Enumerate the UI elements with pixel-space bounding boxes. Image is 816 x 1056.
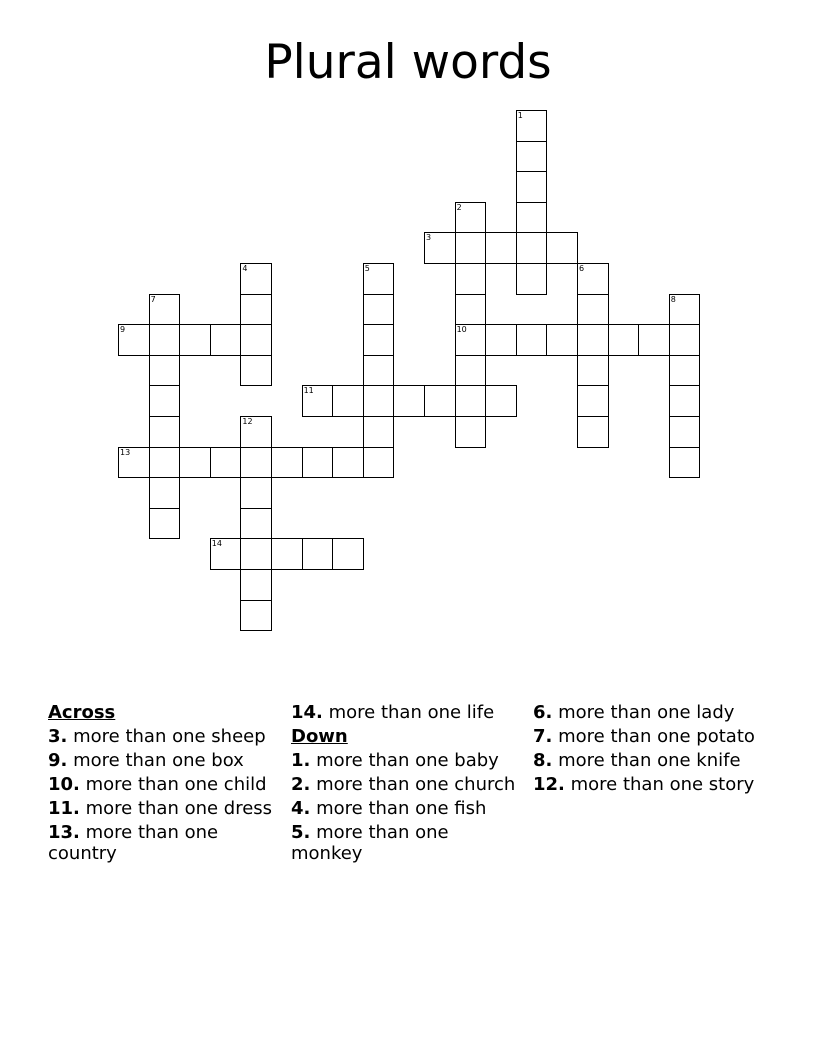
grid-cell[interactable] [210,538,242,570]
grid-cell[interactable] [240,569,272,601]
clue-number: 12 [242,417,253,426]
grid-cell[interactable] [516,232,548,264]
grid-cell[interactable] [516,110,548,142]
grid-cell[interactable] [240,416,272,448]
grid-cell[interactable] [240,508,272,540]
clue-across-10: 10. more than one child [48,774,267,795]
grid-cell[interactable] [669,416,701,448]
clue-across-13: 13. more than one country [48,822,219,864]
grid-cell[interactable] [240,477,272,509]
clue-down-4: 4. more than one fish [291,798,487,819]
grid-cell[interactable] [149,508,181,540]
across-heading: Across [48,702,116,723]
grid-cell[interactable] [393,385,425,417]
down-heading: Down [291,726,348,747]
grid-cell[interactable] [669,447,701,479]
grid-cell[interactable] [363,416,395,448]
clue-down-7: 7. more than one potato [533,726,755,747]
clue-number: 1 [517,111,523,120]
clue-across-3: 3. more than one sheep [48,726,266,747]
clue-number: 10 [456,325,467,335]
grid-cell[interactable] [577,416,609,448]
clue-number: 3 [426,233,432,243]
clue-down-6: 6. more than one lady [533,702,735,723]
grid-cell[interactable] [149,477,181,509]
grid-cell[interactable] [455,263,487,295]
grid-cell[interactable] [455,385,487,417]
grid-cell[interactable] [516,263,548,295]
grid-cell[interactable] [516,324,548,356]
grid-cell[interactable] [240,263,272,295]
grid-cell[interactable] [577,324,609,356]
clue-number: 8 [670,294,676,304]
clue-number: 2 [456,202,462,212]
grid-cell[interactable] [149,355,181,387]
grid-cell[interactable] [240,294,272,326]
grid-cell[interactable] [240,538,272,570]
grid-cell[interactable] [455,416,487,448]
grid-cell[interactable] [363,447,395,479]
grid-cell[interactable] [149,447,181,479]
clue-across-9: 9. more than one box [48,750,244,771]
grid-cell[interactable] [271,447,303,479]
grid-cell[interactable] [608,324,640,356]
clues-column-3 [533,702,765,798]
clue-number: 13 [120,447,131,457]
grid-cell[interactable] [240,324,272,356]
grid-cell[interactable] [485,385,517,417]
grid-cell[interactable] [424,385,456,417]
grid-cell[interactable] [669,355,701,387]
clue-number: 14 [211,539,222,549]
grid-cell[interactable] [455,324,487,356]
grid-cell[interactable] [302,385,334,417]
grid-cell[interactable] [546,232,578,264]
grid-cell[interactable] [669,294,701,326]
grid-cell[interactable] [363,385,395,417]
clue-down-12: 12. more than one story [533,774,755,795]
clue-down-8: 8. more than one knife [533,750,741,771]
clue-down-1: 1. more than one baby [291,750,499,771]
clue-number: 5 [364,264,370,273]
clue-across-14: 14. more than one life [291,702,495,723]
clue-number: 7 [150,294,156,304]
grid-cell[interactable] [455,232,487,264]
clue-number: 4 [242,264,248,273]
grid-cell[interactable] [485,232,517,264]
clues-column-1 [48,702,280,867]
grid-cell[interactable] [363,263,395,295]
grid-cell[interactable] [485,324,517,356]
grid-cell[interactable] [455,294,487,326]
grid-cell[interactable] [363,355,395,387]
clue-down-2: 2. more than one church [291,774,516,795]
page-title: Plural words [264,35,552,90]
grid-cell[interactable] [118,447,150,479]
grid-cell[interactable] [455,355,487,387]
grid-cell[interactable] [210,447,242,479]
clue-down-5: 5. more than one monkey [291,822,449,864]
grid-cell[interactable] [118,324,150,356]
grid-cell[interactable] [455,202,487,234]
grid-cell[interactable] [577,294,609,326]
grid-cell[interactable] [516,202,548,234]
grid-cell[interactable] [516,171,548,203]
grid-cell[interactable] [546,324,578,356]
grid-cell[interactable] [424,232,456,264]
grid-cell[interactable] [179,447,211,479]
grid-cell[interactable] [210,324,242,356]
grid-cell[interactable] [363,324,395,356]
grid-cell[interactable] [577,355,609,387]
clue-number: 11 [303,386,314,396]
grid-cell[interactable] [240,447,272,479]
grid-cell[interactable] [149,385,181,417]
grid-cell[interactable] [363,294,395,326]
grid-cell[interactable] [240,600,272,632]
grid-cell[interactable] [638,324,670,356]
clue-number: 9 [120,325,126,335]
grid-cell[interactable] [179,324,211,356]
clue-across-11: 11. more than one dress [48,798,273,819]
grid-cell[interactable] [149,416,181,448]
grid-cell[interactable] [332,447,364,479]
grid-cell[interactable] [669,324,701,356]
grid-cell[interactable] [271,538,303,570]
grid-cell[interactable] [302,538,334,570]
grid-cell[interactable] [149,324,181,356]
grid-cell[interactable] [240,355,272,387]
grid-cell[interactable] [149,294,181,326]
grid-cell[interactable] [332,385,364,417]
clues-column-2 [291,702,523,867]
grid-cell[interactable] [516,141,548,173]
grid-cell[interactable] [669,385,701,417]
grid-cell[interactable] [302,447,334,479]
grid-cell[interactable] [332,538,364,570]
grid-cell[interactable] [577,385,609,417]
grid-cell[interactable] [577,263,609,295]
clue-number: 6 [579,264,585,273]
